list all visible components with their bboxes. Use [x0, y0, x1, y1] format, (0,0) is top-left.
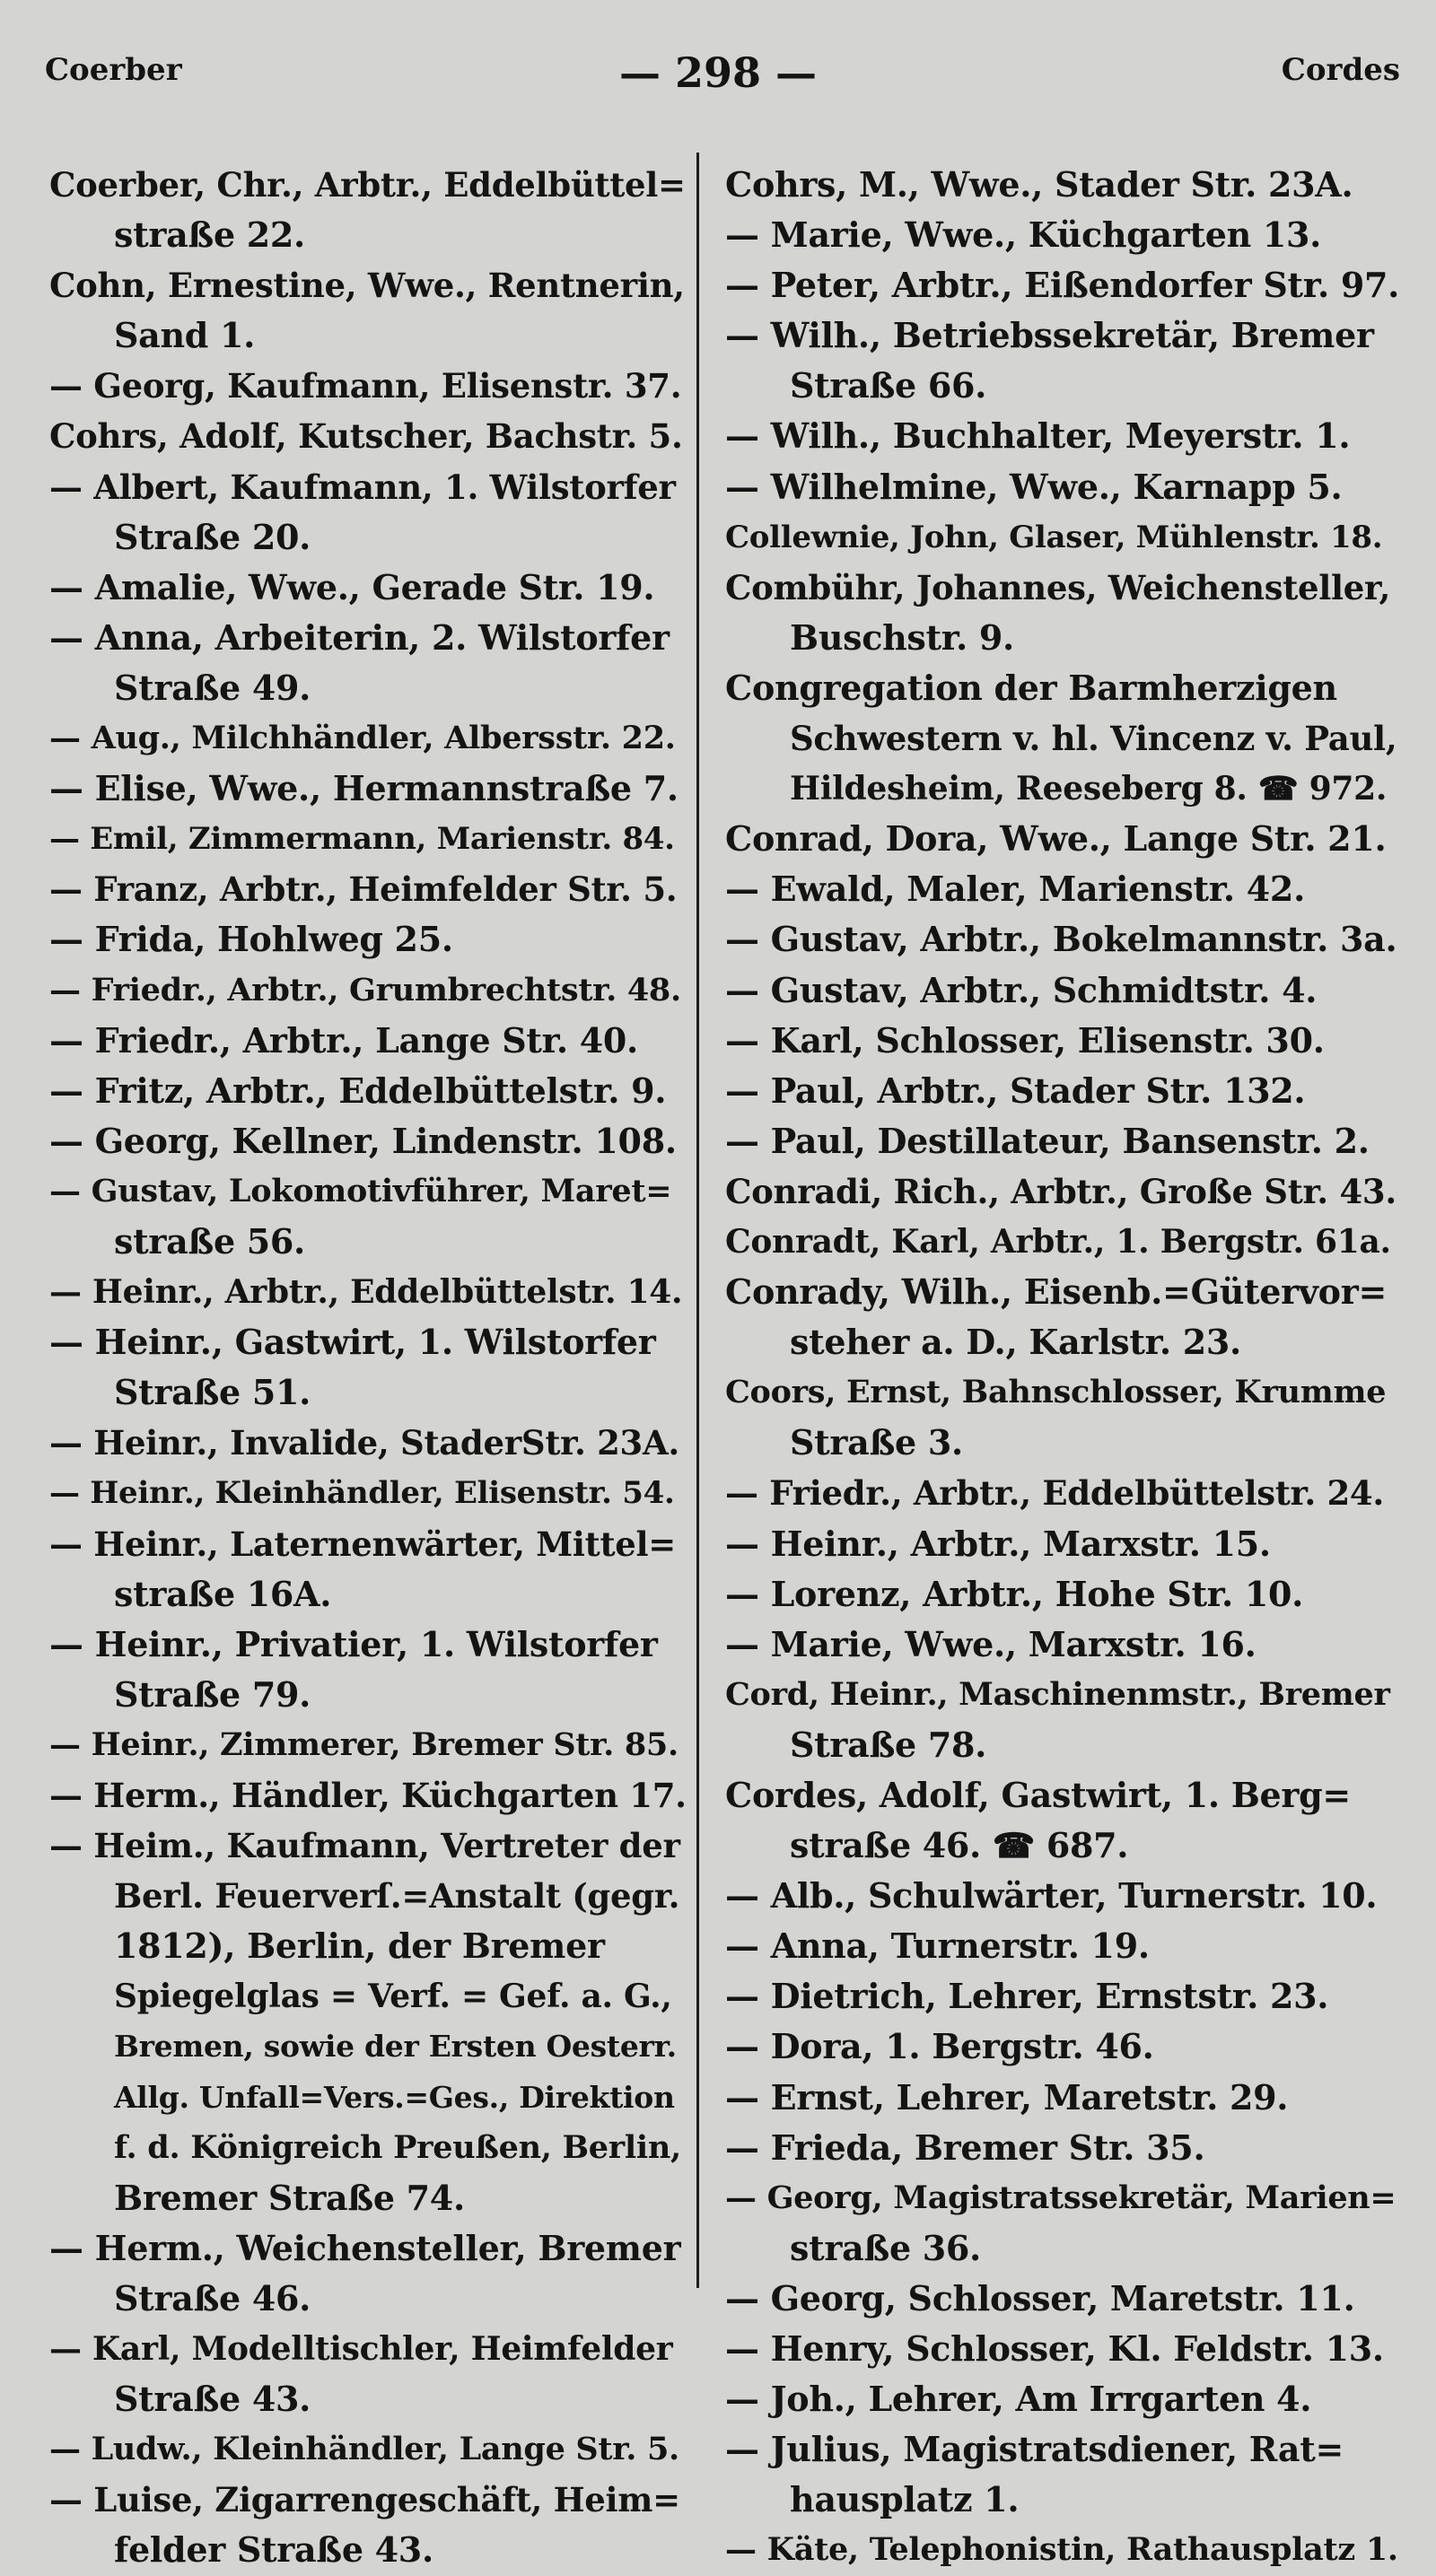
directory-line: — Aug., Milchhändler, Albersstr. 22. — [49, 720, 676, 757]
directory-line: Bremen, sowie der Ersten Oesterr. — [114, 2029, 677, 2065]
directory-line: — Paul, Arbtr., Stader Str. 132. — [725, 1070, 1306, 1111]
directory-line: — Heinr., Laternenwärter, Mittel= — [49, 1524, 676, 1564]
directory-line: Allg. Unfall=Vers.=Ges., Direktion — [114, 2079, 675, 2115]
directory-line: — Heinr., Gastwirt, 1. Wilstorfer — [49, 1322, 656, 1363]
directory-line: Coerber, Chr., Arbtr., Eddelbüttel= — [49, 165, 686, 205]
page-number: — 298 — — [618, 48, 818, 97]
directory-line: — Wilhelmine, Wwe., Karnapp 5. — [725, 466, 1343, 507]
directory-line: Straße 20. — [114, 516, 311, 557]
directory-line: — Herm., Händler, Küchgarten 17. — [49, 1776, 687, 1815]
left-column-entries — [49, 160, 687, 2576]
directory-line: — Ludw., Kleinhändler, Lange Str. 5. — [49, 2431, 679, 2468]
directory-line: Sand 1. — [114, 315, 256, 356]
directory-line: — Henry, Schlosser, Kl. Feldstr. 13. — [725, 2328, 1384, 2370]
directory-line: Cohn, Ernestine, Wwe., Rentnerin, — [49, 266, 685, 306]
directory-line: — Anna, Arbeiterin, 2. Wilstorfer — [49, 616, 670, 658]
directory-line: Conradt, Karl, Arbtr., 1. Bergstr. 61a. — [725, 1222, 1391, 1261]
directory-line: — Georg, Kaufmann, Elisenstr. 37. — [49, 366, 682, 406]
directory-line: — Gustav, Arbtr., Bokelmannstr. 3a. — [725, 919, 1397, 960]
directory-line: — Luise, Zigarrengeschäft, Heim= — [49, 2480, 680, 2520]
right-column-entries — [725, 160, 1400, 2576]
directory-line: — Heinr., Kleinhändler, Elisenstr. 54. — [49, 1475, 675, 1512]
directory-line: Cohrs, Adolf, Kutscher, Bachstr. 5. — [49, 416, 683, 457]
directory-line: — Julius, Magistratsdiener, Rat= — [725, 2429, 1344, 2470]
directory-line: — Käte, Telephonistin, Rathausplatz 1. — [725, 2531, 1398, 2569]
directory-line: Collewnie, John, Glaser, Mühlenstr. 18. — [725, 519, 1383, 555]
directory-line: — Paul, Destillateur, Bansenstr. 2. — [725, 1120, 1370, 1161]
directory-line: Straße 3. — [790, 1422, 963, 1463]
directory-line: — Heinr., Arbtr., Marxstr. 15. — [725, 1523, 1271, 1564]
directory-line: — Gustav, Arbtr., Schmidtstr. 4. — [725, 969, 1318, 1010]
directory-line: — Dora, 1. Bergstr. 46. — [725, 2026, 1154, 2067]
directory-line: Straße 66. — [790, 365, 987, 406]
directory-line: Conradi, Rich., Arbtr., Große Str. 43. — [725, 1171, 1397, 1211]
directory-line: Straße 49. — [114, 667, 311, 708]
directory-line: — Karl, Modelltischler, Heimfelder — [49, 2330, 673, 2369]
column-divider — [696, 153, 699, 2288]
directory-line: Straße 46. — [114, 2277, 311, 2318]
directory-line: — Gustav, Lokomotivführer, Maret= — [49, 1172, 672, 1209]
directory-line: — Friedr., Arbtr., Lange Str. 40. — [49, 1019, 638, 1061]
directory-line: — Heim., Kaufmann, Vertreter der — [49, 1826, 680, 1866]
directory-line: — Heinr., Zimmerer, Bremer Str. 85. — [49, 1725, 679, 1763]
directory-line: Combühr, Johannes, Weichensteller, — [725, 567, 1391, 607]
directory-line: — Peter, Arbtr., Eißendorfer Str. 97. — [725, 265, 1400, 306]
directory-line: 1812), Berlin, der Bremer — [114, 1925, 605, 1967]
directory-line: — Friedr., Arbtr., Eddelbüttelstr. 24. — [725, 1473, 1384, 1514]
directory-line: — Marie, Wwe., Küchgarten 13. — [725, 214, 1322, 256]
directory-line: Straße 43. — [114, 2379, 311, 2420]
directory-line: — Amalie, Wwe., Gerade Str. 19. — [49, 566, 655, 607]
directory-line: — Frida, Hohlweg 25. — [49, 919, 453, 960]
directory-line: Bremer Straße 74. — [114, 2177, 465, 2218]
directory-line: Hildesheim, Reeseberg 8. ☎ 972. — [790, 770, 1388, 808]
directory-line: straße 16A. — [114, 1573, 332, 1614]
directory-line: — Georg, Kellner, Lindenstr. 108. — [49, 1120, 677, 1161]
directory-line: straße 46. ☎ 687. — [790, 1825, 1129, 1866]
directory-line: — Joh., Lehrer, Am Irrgarten 4. — [725, 2379, 1312, 2420]
directory-line: Cord, Heinr., Maschinenmstr., Bremer — [725, 1675, 1390, 1713]
directory-line: Berl. Feuerverſ.=Anstalt (gegr. — [114, 1876, 680, 1917]
directory-line: — Frieda, Bremer Str. 35. — [725, 2126, 1205, 2168]
directory-line: Schwestern v. hl. Vincenz v. Paul, — [790, 719, 1397, 759]
directory-line: — Lorenz, Arbtr., Hohe Str. 10. — [725, 1573, 1304, 1614]
directory-line: straße 22. — [114, 214, 305, 256]
directory-line: — Wilh., Buchhalter, Meyerstr. 1. — [725, 415, 1351, 457]
directory-line: Conrady, Wilh., Eisenb.=Gütervor= — [725, 1271, 1387, 1313]
directory-line: Straße 51. — [114, 1372, 311, 1413]
directory-line: Buschstr. 9. — [790, 616, 1014, 658]
directory-line: — Heinr., Privatier, 1. Wilstorfer — [49, 1623, 658, 1664]
directory-line: Cohrs, M., Wwe., Stader Str. 23A. — [725, 164, 1353, 205]
directory-line: — Ewald, Maler, Marienstr. 42. — [725, 869, 1305, 910]
directory-line: — Karl, Schlosser, Elisenstr. 30. — [725, 1019, 1325, 1061]
directory-line: — Anna, Turnerstr. 19. — [725, 1925, 1150, 1967]
running-head-left: Coerber — [45, 52, 182, 88]
directory-line: Cordes, Adolf, Gastwirt, 1. Berg= — [725, 1775, 1351, 1815]
directory-line: felder Straße 43. — [114, 2529, 433, 2571]
directory-line: — Georg, Magistratssekretär, Marien= — [725, 2179, 1397, 2216]
directory-line: Conrad, Dora, Wwe., Lange Str. 21. — [725, 818, 1387, 860]
directory-line: — Georg, Schlosser, Maretstr. 11. — [725, 2277, 1355, 2318]
directory-line: straße 56. — [114, 1220, 305, 1262]
directory-line: straße 36. — [790, 2227, 981, 2268]
directory-line: — Wilh., Betriebssekretär, Bremer — [725, 315, 1374, 356]
left-column — [49, 160, 687, 2576]
directory-line: — Elise, Wwe., Hermannstraße 7. — [49, 768, 679, 809]
directory-line: — Friedr., Arbtr., Grumbrechtstr. 48. — [49, 971, 681, 1009]
directory-line: f. d. Königreich Preußen, Berlin, — [114, 2128, 681, 2166]
directory-line: Spiegelglas = Verf. = Gef. a. G., — [114, 1978, 672, 2016]
directory-line: Straße 79. — [114, 1673, 311, 1715]
directory-line: — Heinr., Arbtr., Eddelbüttelstr. 14. — [49, 1273, 683, 1312]
directory-line: Straße 78. — [790, 1724, 987, 1765]
running-head-right: Cordes — [1281, 52, 1400, 88]
directory-line: — Albert, Kaufmann, 1. Wilstorfer — [49, 467, 676, 507]
directory-line: — Marie, Wwe., Marxstr. 16. — [725, 1623, 1256, 1664]
directory-line: — Fritz, Arbtr., Eddelbüttelstr. 9. — [49, 1070, 667, 1111]
directory-line: — Ernst, Lehrer, Maretstr. 29. — [725, 2076, 1289, 2118]
directory-line: Coors, Ernst, Bahnschlosser, Krumme — [725, 1374, 1387, 1411]
directory-line: hausplatz 1. — [790, 2479, 1020, 2520]
directory-line: — Herm., Weichensteller, Bremer — [49, 2227, 681, 2268]
directory-line: — Alb., Schulwärter, Turnerstr. 10. — [725, 1875, 1378, 1917]
directory-line: — Franz, Arbtr., Heimfelder Str. 5. — [49, 869, 678, 910]
directory-line: — Heinr., Invalide, StaderStr. 23A. — [49, 1423, 679, 1463]
directory-line: Congregation der Barmherzigen — [725, 667, 1337, 708]
directory-line: — Dietrich, Lehrer, Ernststr. 23. — [725, 1976, 1329, 2017]
directory-line: steher a. D., Karlstr. 23. — [790, 1322, 1241, 1363]
directory-line: — Emil, Zimmermann, Marienstr. 84. — [49, 821, 675, 858]
right-column — [725, 160, 1400, 2576]
